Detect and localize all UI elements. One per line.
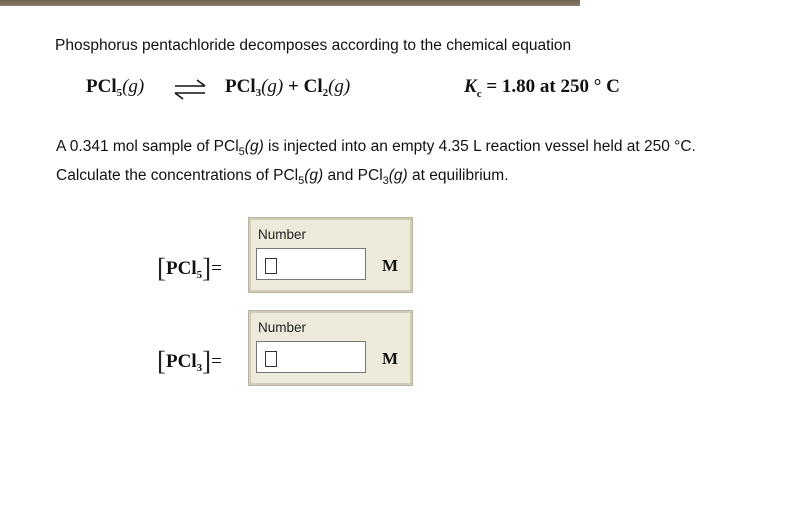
chemical-equation [86,76,706,106]
question-intro: Phosphorus pentachloride decomposes according to the chemical equation [55,37,572,54]
problem-line-2: Calculate the concentrations of PCl$_5$(g) and PCl$_3$(g) at equilibrium. [56,167,509,188]
pcl5-concentration-input[interactable] [256,248,366,280]
problem-line-1: A 0.341 mol sample of PCl$_5$(g) is injected into an empty 4.35 L reaction vessel held at 250 °C. [56,138,696,159]
species-label-pcl5: [PCl$_5$]= [157,253,222,283]
reactant-pcl5: PCl$_5$(g) [86,76,145,99]
equilibrium-constant: $K_c = 1.80$ at 250 ° C [464,76,620,100]
number-label: Number [258,320,307,335]
products: $PCl_3(g) + Cl_2(g)$ [225,76,351,99]
answer-box-pcl5 [248,217,413,293]
species-label-pcl3: [PCl$_3$]= [157,346,222,376]
unit-label: M [382,349,399,368]
pcl3-concentration-input[interactable] [256,341,366,373]
problem-statement [56,135,696,193]
unit-label: M [382,256,399,275]
answer-box-pcl3 [248,310,413,386]
number-label: Number [258,227,307,242]
equilibrium-arrows-icon [173,78,207,100]
top-window-bar [0,0,580,6]
